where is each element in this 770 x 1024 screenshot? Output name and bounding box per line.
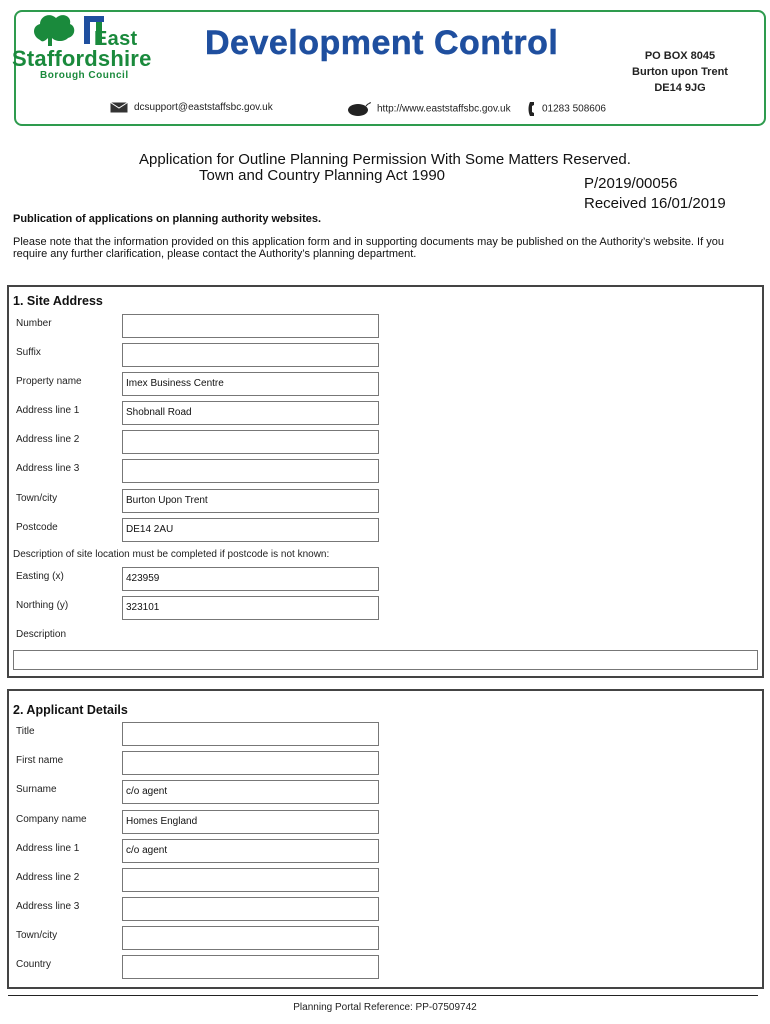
applicant-town-field[interactable] (122, 926, 379, 950)
site-address-heading: 1. Site Address (13, 294, 103, 308)
portal-reference: Planning Portal Reference: PP-07509742 (293, 1002, 477, 1013)
location-note: Description of site location must be completed if postcode is not known: (13, 549, 330, 560)
application-reference: P/2019/00056 (584, 175, 678, 192)
number-label: Number (16, 318, 52, 329)
number-field[interactable] (122, 314, 379, 338)
northing-label: Northing (y) (16, 600, 69, 611)
phone-contact (528, 102, 606, 116)
site-address-line1-field[interactable]: Shobnall Road (122, 401, 379, 425)
received-date: Received 16/01/2019 (584, 195, 726, 212)
description-field[interactable] (13, 650, 758, 670)
title-field[interactable] (122, 722, 379, 746)
site-address-section (7, 285, 764, 678)
page-title: Development Control (205, 24, 559, 62)
applicant-address-line3-label: Address line 3 (16, 901, 80, 912)
first-name-label: First name (16, 755, 64, 766)
applicant-address-line3-field[interactable] (122, 897, 379, 921)
applicant-address-line2-label: Address line 2 (16, 872, 80, 883)
applicant-address-line1-field[interactable]: c/o agent (122, 839, 379, 863)
site-address-line3-label: Address line 3 (16, 463, 80, 474)
website-contact[interactable] (347, 102, 511, 116)
address-line: DE14 9JG (654, 82, 706, 94)
site-address-line1-label: Address line 1 (16, 405, 80, 416)
applicant-address-line2-field[interactable] (122, 868, 379, 892)
applicant-town-label: Town/city (16, 930, 58, 941)
form-title-line2: Town and Country Planning Act 1990 (199, 167, 445, 184)
reference-block (584, 174, 726, 214)
logo-text-borough: Borough Council (40, 70, 129, 81)
surname-field[interactable]: c/o agent (122, 780, 379, 804)
suffix-label: Suffix (16, 347, 41, 358)
site-town-label: Town/city (16, 493, 58, 504)
logo-text-staffordshire: Staffordshire (12, 46, 152, 71)
mouse-icon (347, 102, 371, 116)
applicant-section (7, 689, 764, 989)
site-address-line2-field[interactable] (122, 430, 379, 454)
email-link[interactable]: dcsupport@eaststaffsbc.gov.uk (134, 102, 273, 114)
title-label: Title (16, 726, 35, 737)
suffix-field[interactable] (122, 343, 379, 367)
form-title-line1: Application for Outline Planning Permission With Some Matters Reserved. (139, 151, 631, 168)
postcode-label: Postcode (16, 522, 58, 533)
address-line: PO BOX 8045 (644, 50, 716, 62)
address-line: Burton upon Trent (632, 66, 728, 78)
email-contact[interactable] (110, 102, 273, 113)
council-logo (12, 10, 162, 80)
applicant-address-line1-label: Address line 1 (16, 843, 80, 854)
country-field[interactable] (122, 955, 379, 979)
property-name-field[interactable]: Imex Business Centre (122, 372, 379, 396)
northing-field[interactable]: 323101 (122, 596, 379, 620)
phone-icon (528, 102, 536, 116)
envelope-icon (110, 102, 128, 113)
postcode-field[interactable]: DE14 2AU (122, 518, 379, 542)
site-address-line3-field[interactable] (122, 459, 379, 483)
first-name-field[interactable] (122, 751, 379, 775)
applicant-heading: 2. Applicant Details (13, 703, 128, 717)
publication-note: Please note that the information provided on this application form and in supporting documents may be published on the Authority’s website. If you require any further clarification, please contact the Authority’s planning department. (13, 236, 724, 260)
footer-divider (8, 995, 758, 996)
easting-label: Easting (x) (16, 571, 64, 582)
site-address-line2-label: Address line 2 (16, 434, 80, 445)
company-name-label: Company name (16, 814, 87, 825)
company-name-field[interactable]: Homes England (122, 810, 379, 834)
property-name-label: Property name (16, 376, 82, 387)
surname-label: Surname (16, 784, 57, 795)
website-link[interactable]: http://www.eaststaffsbc.gov.uk (377, 103, 511, 115)
site-town-field[interactable]: Burton Upon Trent (122, 489, 379, 513)
easting-field[interactable]: 423959 (122, 567, 379, 591)
postal-address (620, 48, 740, 96)
logo-text-east: East (94, 28, 138, 50)
phone-number: 01283 508606 (542, 103, 606, 115)
publication-heading: Publication of applications on planning authority websites. (13, 213, 322, 225)
description-label: Description (16, 629, 67, 640)
country-label: Country (16, 959, 52, 970)
